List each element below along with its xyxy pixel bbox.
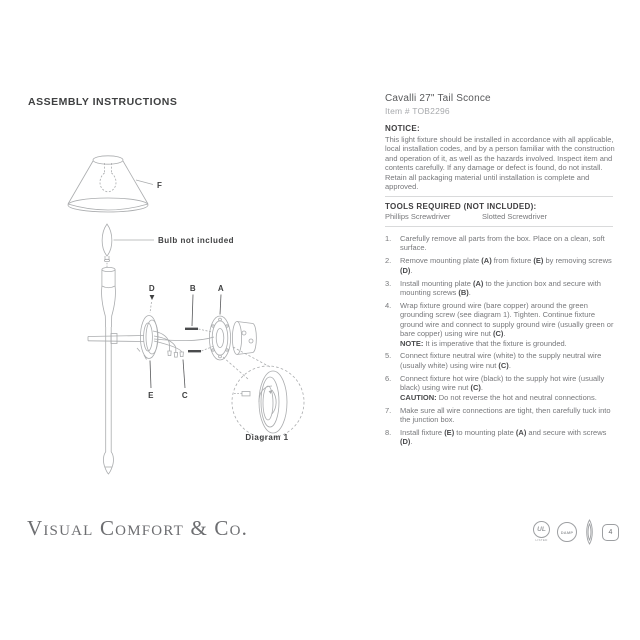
step-row-1	[385, 234, 615, 253]
bulb-drawing	[102, 224, 154, 267]
label-b: B	[189, 284, 197, 293]
page-number-badge: 4	[602, 524, 619, 541]
backplate-drawing	[137, 316, 158, 360]
step-row-4	[385, 301, 615, 348]
step-number: 7.	[385, 405, 392, 415]
brand-logo: Visual Comfort & Co.	[27, 516, 249, 540]
step-row-8	[385, 428, 615, 447]
mounting-plate-drawing	[209, 316, 230, 360]
step-text: Make sure all wire connections are tight, then carefully tuck into the junction box.	[400, 405, 611, 424]
tools-heading: TOOLS REQUIRED (NOT INCLUDED):	[385, 202, 537, 211]
diagram1-caption: Diagram 1	[245, 433, 289, 442]
label-a: A	[217, 284, 225, 293]
wires-drawing	[153, 331, 214, 357]
step-number: 1.	[385, 234, 392, 243]
fixture-diagram	[20, 140, 320, 480]
tool-slotted-screwdriver: Slotted Screwdriver	[482, 212, 548, 221]
damp-rating-icon: DAMP	[557, 522, 577, 542]
step-text: Install mounting plate (A) to the junction box and secure with mounting screws (B).	[400, 278, 601, 298]
step-text: Install fixture (E) to mounting plate (A) and secure with screws (D).	[400, 427, 607, 447]
step-row-5	[385, 351, 615, 370]
assembly-steps-list	[385, 234, 615, 450]
step-number: 5.	[385, 351, 392, 361]
item-number: Item # TOB2296	[385, 106, 450, 116]
certification-icons	[533, 519, 619, 545]
step-row-6	[385, 374, 615, 402]
step-number: 8.	[385, 427, 392, 437]
arm-drawing	[88, 334, 144, 344]
tool-phillips-screwdriver: Phillips Screwdriver	[385, 212, 451, 221]
step-row-7	[385, 406, 615, 425]
step-text: Carefully remove all parts from the box. Place on a clean, soft surface.	[400, 234, 605, 253]
notice-heading: NOTICE:	[385, 124, 420, 133]
label-c: C	[181, 391, 189, 400]
step-text: Remove mounting plate (A) from fixture (E) by removing screws (D).	[400, 256, 612, 275]
bulb-note-label: Bulb not included	[158, 236, 235, 245]
divider	[385, 226, 613, 227]
junction-box-drawing	[232, 322, 256, 355]
fixture-body-drawing	[102, 267, 116, 474]
lamp-shape-icon	[584, 519, 595, 545]
notice-body: This light fixture should be installed in accordance with all applicable, local installation codes, and by a person familiar with the construction and operation of it, as well as the hazards involved. Inspect item and contents carefully. If any damage or defect is found, do not install. Retain all packaging material until installation is complete and approved.	[385, 135, 615, 192]
step-number: 2.	[385, 256, 392, 266]
step-text: Connect fixture neutral wire (white) to the supply neutral wire (usually white) using wire nut (C).	[400, 351, 602, 370]
label-d: D	[148, 284, 156, 293]
label-f: F	[157, 181, 163, 190]
ul-listed-icon: UL LISTED	[533, 521, 550, 542]
diagram1-inset	[232, 366, 304, 438]
page-title: ASSEMBLY INSTRUCTIONS	[28, 96, 178, 108]
lampshade-drawing	[68, 156, 153, 212]
product-name: Cavalli 27" Tail Sconce	[385, 93, 491, 104]
step-row-3	[385, 279, 615, 298]
step-text: Wrap fixture ground wire (bare copper) around the green grounding screw (see diagram 1). Tighten. Continue fixture ground wire and connect to supply ground wire (usually green or bare copper) using wire nut (C). NOTE: It is imperative that the fixture is grounded.	[400, 300, 614, 348]
label-e: E	[148, 391, 154, 400]
step-number: 3.	[385, 278, 392, 288]
step-number: 4.	[385, 300, 392, 310]
divider	[385, 196, 613, 197]
step-number: 6.	[385, 373, 392, 383]
step-text: Connect fixture hot wire (black) to the supply hot wire (usually black) using wire nut (C). CAUTION: Do not reverse the hot and neutral connections.	[400, 373, 605, 402]
step-row-2	[385, 256, 615, 275]
